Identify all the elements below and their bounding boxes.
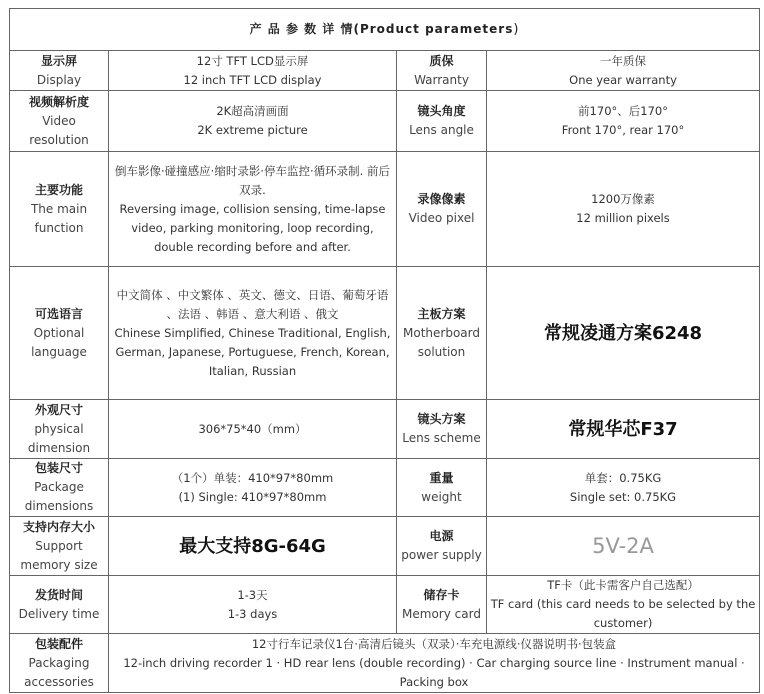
label-en: Package dimensions	[24, 480, 94, 513]
value-en: 12 inch TFT LCD display	[183, 72, 322, 87]
label-en: Support memory size	[20, 538, 98, 572]
label-en: Video pixel	[408, 211, 475, 225]
value-en: 1-3 days	[227, 606, 278, 621]
value-zh: 12寸行车记录仪1台·高清后镜头（双录）·车充电源线·仪器说明书·包装盒	[251, 636, 617, 651]
label-en: Motherboard solution	[403, 325, 480, 359]
label-cell-memory-card	[397, 576, 487, 634]
label-cell-warranty	[397, 51, 487, 91]
value-highlight: 常规凌通方案6248	[543, 322, 703, 344]
value-cell-display	[109, 51, 397, 91]
table-row	[10, 459, 760, 517]
label-cell-package-dimensions	[10, 459, 109, 517]
table-row	[10, 51, 760, 91]
label-zh: 显示屏	[40, 53, 77, 68]
label-zh: 储存卡	[423, 587, 460, 602]
value-en: 12-inch driving recorder 1 · HD rear lens (double recording) · Car charging source line · Instrument manual · Packing box	[123, 655, 745, 689]
value-cell-main-function	[109, 152, 397, 267]
value-cell-warranty	[487, 51, 760, 91]
label-zh: 镜头方案	[417, 412, 466, 426]
value-en: One year warranty	[569, 72, 677, 87]
label-cell-video-resolution	[10, 91, 109, 152]
label-zh: 主板方案	[417, 306, 466, 321]
table-title-paren: )	[513, 22, 520, 37]
value-cell-lens-angle	[487, 91, 760, 152]
label-cell-motherboard	[397, 267, 487, 400]
value-zh: 中文简体 、中文繁体 、英文、德文、日语、葡萄牙语 、法语 、韩语 、意大利语 、俄文	[116, 287, 389, 321]
label-zh: 视频解析度	[28, 94, 89, 109]
label-zh: 包装尺寸	[34, 461, 83, 475]
table-row	[10, 91, 760, 152]
label-cell-lens-scheme	[397, 400, 487, 459]
value-cell-delivery-time	[109, 576, 397, 634]
label-zh: 录像像素	[417, 192, 466, 206]
value-zh: 倒车影像·碰撞感应·缩时录影·停车监控·循环录制. 前后双录.	[115, 163, 390, 197]
label-en: Lens angle	[409, 123, 474, 137]
label-en: power supply	[401, 548, 482, 562]
label-zh: 包装配件	[34, 636, 83, 651]
label-cell-display	[10, 51, 109, 91]
label-en: Warranty	[414, 72, 469, 87]
table-title-text: 产 品 参 数 详 情(Product parameters	[249, 22, 514, 36]
value-cell-package-dimensions	[109, 459, 397, 517]
label-zh: 发货时间	[34, 587, 83, 602]
label-en: Memory card	[402, 606, 481, 621]
label-cell-video-pixel	[397, 152, 487, 267]
label-en: The main function	[30, 201, 88, 235]
value-cell-video-resolution	[109, 91, 397, 152]
table-row	[10, 400, 760, 459]
label-en: Lens scheme	[402, 431, 481, 445]
value-zh: 前170°、后170°	[578, 104, 668, 118]
value-cell-weight	[487, 459, 760, 517]
product-parameters-table	[9, 8, 760, 693]
table-row	[10, 517, 760, 576]
value-zh: 12寸 TFT LCD显示屏	[196, 53, 309, 68]
value-cell-memory-card	[487, 576, 760, 634]
label-zh: 主要功能	[34, 182, 83, 197]
value-cell-power-supply	[487, 517, 760, 576]
label-zh: 电源	[429, 529, 454, 543]
table-row	[10, 634, 760, 693]
table-title	[10, 9, 760, 51]
label-cell-delivery-time	[10, 576, 109, 634]
value-en: Reversing image, collision sensing, time-lapse video, parking monitoring, loop recording, double recording before and after.	[119, 201, 386, 254]
label-en: Packaging accessories	[24, 655, 94, 689]
label-cell-main-function	[10, 152, 109, 267]
value-power: 5V-2A	[592, 533, 654, 558]
value-en: Single set: 0.75KG	[569, 489, 677, 504]
label-zh: 可选语言	[34, 306, 83, 321]
label-en: Display	[36, 72, 82, 87]
label-cell-lens-angle	[397, 91, 487, 152]
label-cell-physical-dimension	[10, 400, 109, 459]
value-zh: TF卡（此卡需客户自己选配）	[547, 578, 699, 592]
label-zh: 重量	[429, 470, 454, 485]
value-cell-accessories	[109, 634, 760, 693]
value-zh: 单套：0.75KG	[584, 470, 662, 485]
table-row	[10, 267, 760, 400]
value-highlight: 常规华芯F37	[568, 418, 678, 440]
value-cell-memory-size	[109, 517, 397, 576]
value-en: Front 170°, rear 170°	[561, 123, 685, 137]
table-row	[10, 152, 760, 267]
value-cell-motherboard	[487, 267, 760, 400]
value-en: 2K extreme picture	[197, 123, 308, 137]
value-en: 12 million pixels	[576, 211, 670, 225]
label-cell-optional-language	[10, 267, 109, 400]
value-cell-physical-dimension	[109, 400, 397, 459]
value-en: TF card (this card needs to be selected by the customer)	[490, 597, 756, 630]
label-en: physical dimension	[27, 421, 91, 455]
label-zh: 支持内存大小	[22, 519, 95, 534]
label-cell-weight	[397, 459, 487, 517]
label-cell-accessories	[10, 634, 109, 693]
value-zh: 2K超高清画面	[216, 104, 289, 118]
label-zh: 外观尺寸	[34, 402, 83, 417]
value-cell-video-pixel	[487, 152, 760, 267]
table-row	[10, 576, 760, 634]
value-zh: 一年质保	[600, 53, 647, 68]
label-en: Optional language	[31, 325, 87, 359]
value-cell-optional-language	[109, 267, 397, 400]
value-zh: 1-3天	[237, 587, 268, 602]
label-cell-memory-size	[10, 517, 109, 576]
label-zh: 镜头角度	[417, 104, 466, 118]
value-en: (1) Single: 410*97*80mm	[178, 489, 327, 504]
value-en: Chinese Simplified, Chinese Traditional, English, German, Japanese, Portuguese, French, Korean, Italian, Russian	[114, 325, 391, 378]
value-zh: （1个）单装：410*97*80mm	[171, 470, 334, 485]
value-zh: 1200万像素	[591, 192, 655, 206]
label-zh: 质保	[429, 53, 454, 68]
label-cell-power-supply	[397, 517, 487, 576]
value-highlight: 最大支持8G-64G	[179, 535, 326, 557]
value-text: 306*75*40（mm）	[198, 421, 307, 436]
label-en: Video resolution	[29, 113, 89, 147]
value-cell-lens-scheme	[487, 400, 760, 459]
label-en: Delivery time	[18, 606, 100, 621]
label-en: weight	[421, 489, 462, 504]
